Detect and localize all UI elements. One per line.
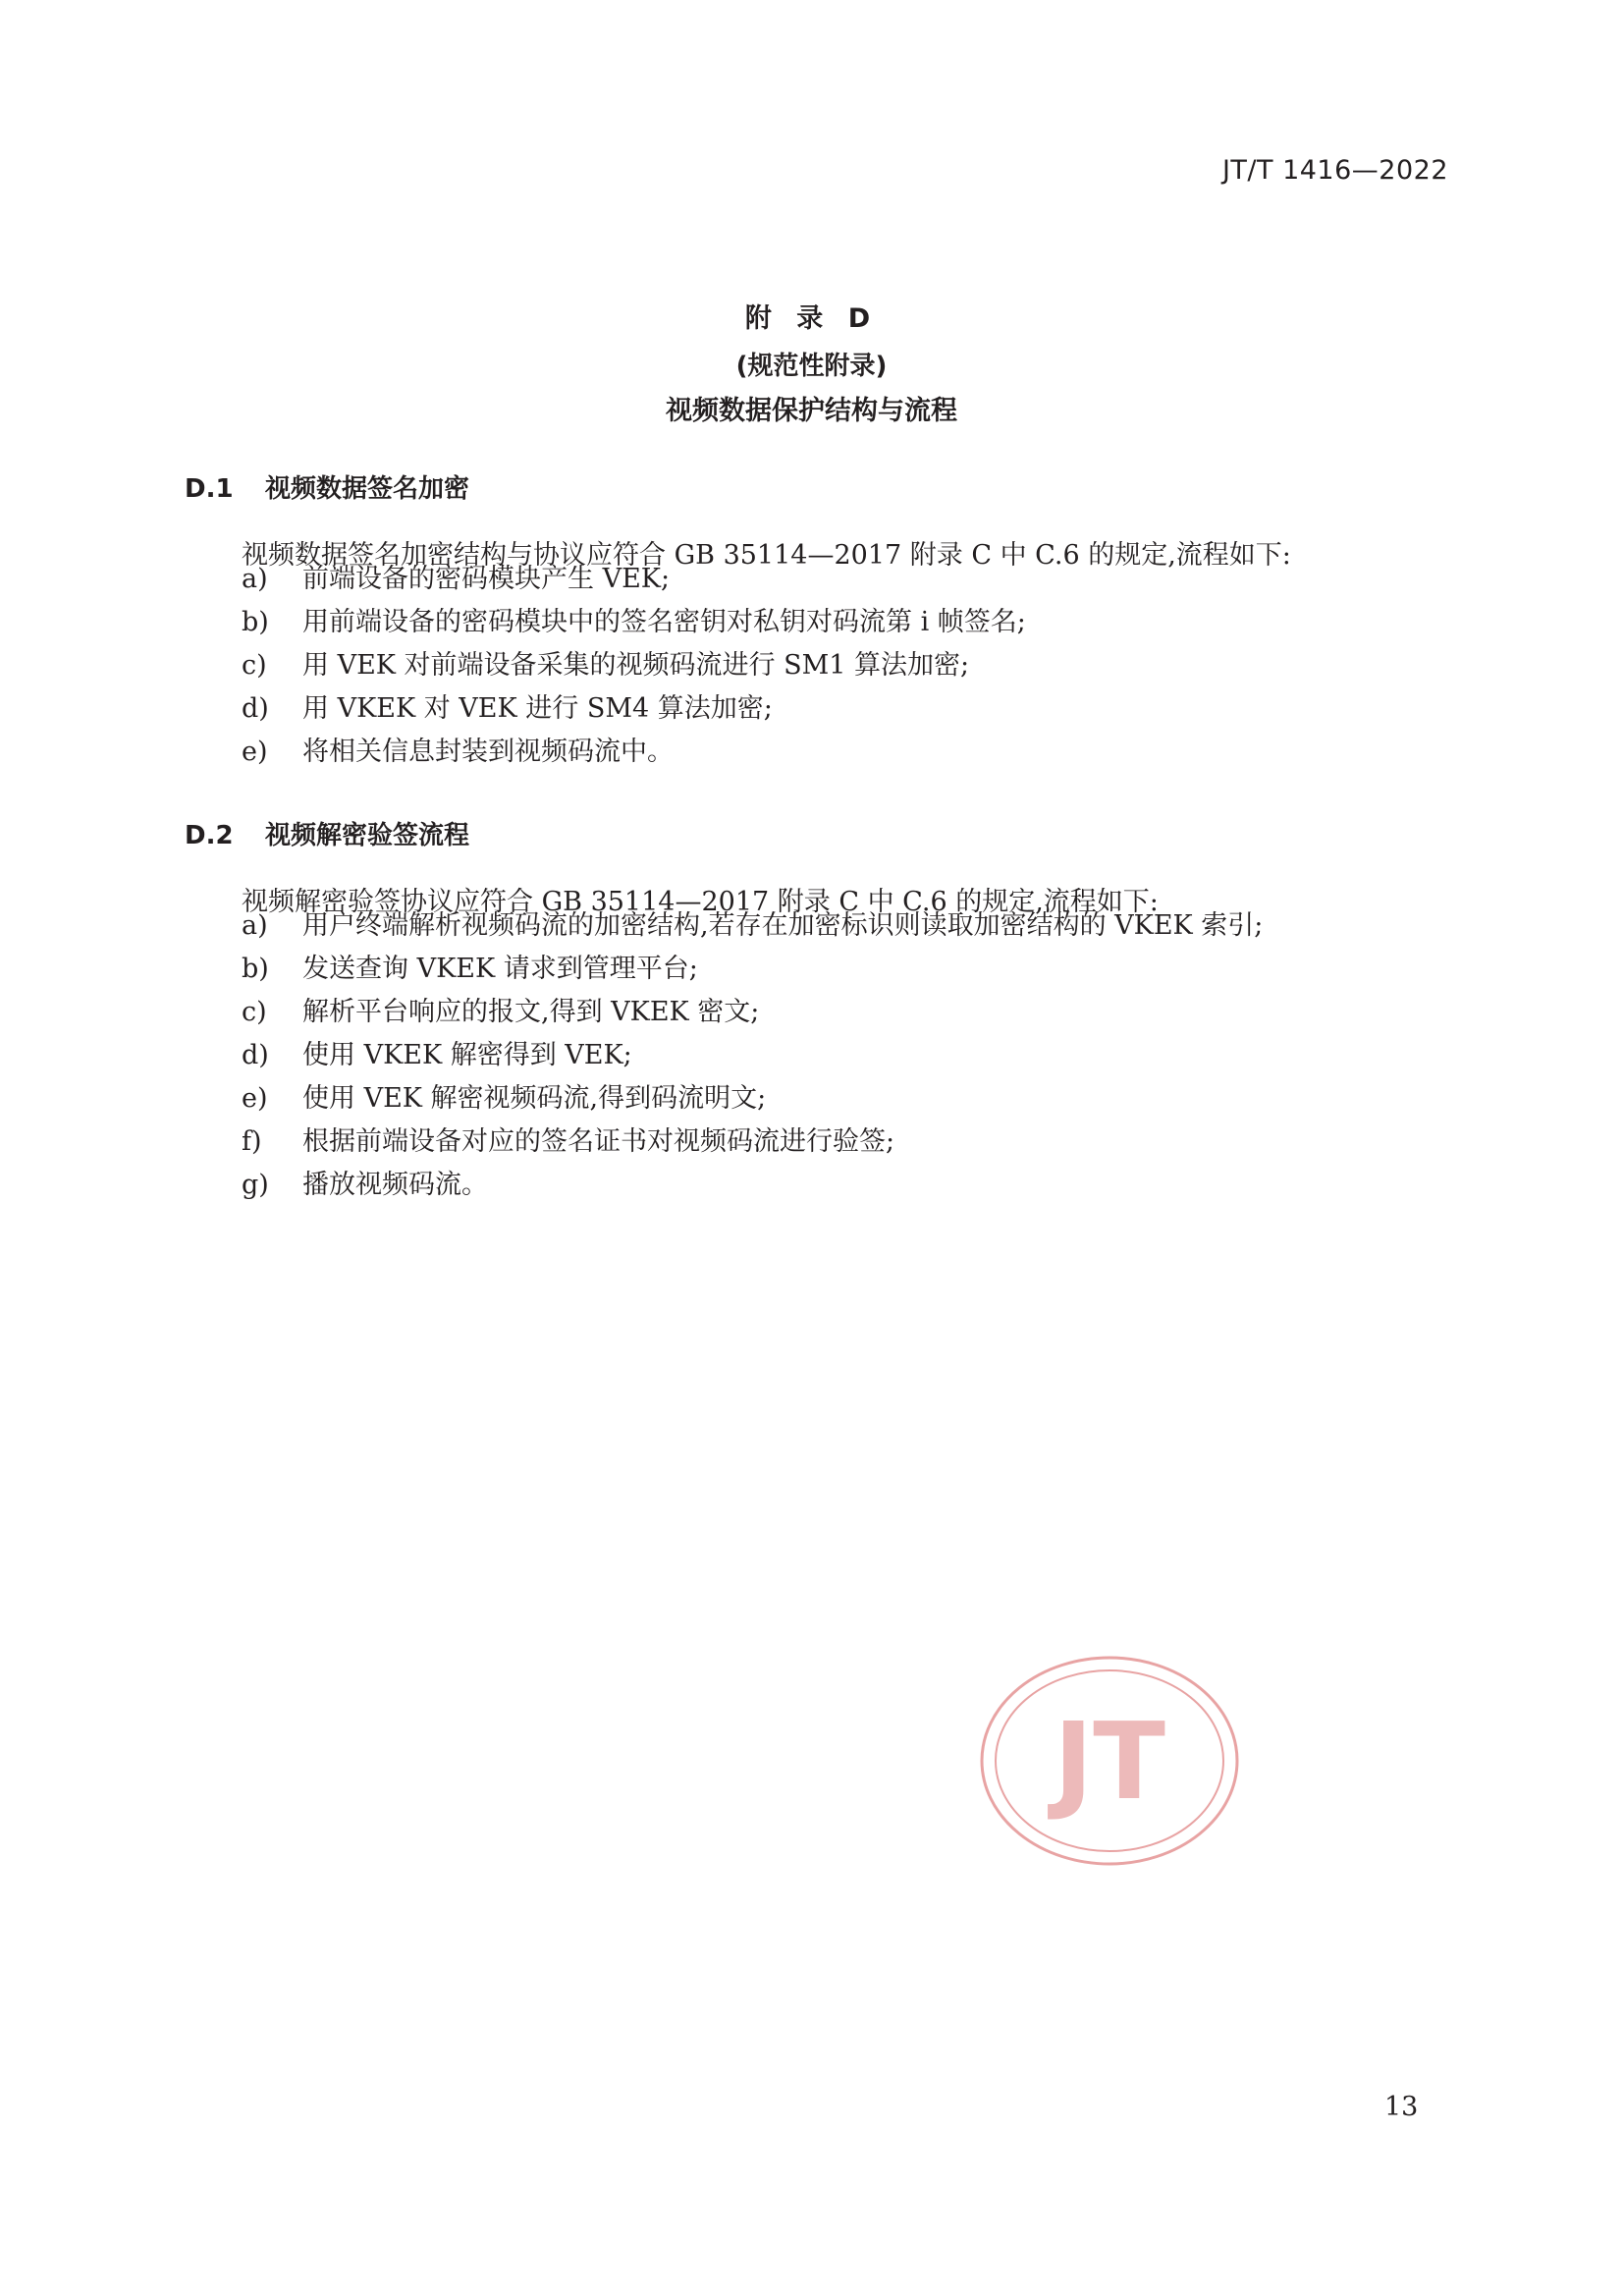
list-item bbox=[242, 1121, 1263, 1164]
section-heading-d2 bbox=[185, 815, 469, 851]
page-number: 13 bbox=[1384, 2092, 1419, 2122]
section-heading-d1 bbox=[185, 468, 469, 505]
list-text: 解析平台响应的报文,得到 VKEK 密文; bbox=[302, 997, 760, 1027]
list-text: 用前端设备的密码模块中的签名密钥对私钥对码流第 i 帧签名; bbox=[302, 607, 1026, 637]
list-item bbox=[242, 904, 1263, 948]
section-title: 视频数据签名加密 bbox=[265, 474, 470, 504]
list-marker: e) bbox=[242, 737, 268, 767]
section-number: D.1 bbox=[185, 474, 234, 504]
seal-lettering: JT bbox=[1054, 1701, 1165, 1824]
list-item bbox=[242, 644, 1026, 687]
list-text: 使用 VKEK 解密得到 VEK; bbox=[302, 1040, 632, 1070]
section-title: 视频解密验签流程 bbox=[265, 821, 470, 850]
list-item bbox=[242, 948, 1263, 991]
section-number: D.2 bbox=[185, 821, 234, 850]
list-text: 使用 VEK 解密视频码流,得到码流明文; bbox=[302, 1083, 767, 1114]
list-marker: d) bbox=[242, 693, 269, 724]
step-list-d1 bbox=[242, 558, 1026, 774]
list-marker: a) bbox=[242, 564, 268, 594]
list-marker: c) bbox=[242, 650, 267, 681]
list-marker: d) bbox=[242, 1040, 269, 1070]
jt-seal-watermark bbox=[977, 1653, 1242, 1869]
document-code: JT/T 1416—2022 bbox=[1221, 155, 1448, 186]
list-item bbox=[242, 991, 1263, 1034]
list-item bbox=[242, 601, 1026, 644]
list-item bbox=[242, 1164, 1263, 1207]
list-marker: g) bbox=[242, 1170, 269, 1200]
list-text: 前端设备的密码模块产生 VEK; bbox=[302, 564, 671, 594]
list-text: 用户终端解析视频码流的加密结构,若存在加密标识则读取加密结构的 VKEK 索引; bbox=[302, 910, 1264, 941]
list-text: 将相关信息封装到视频码流中。 bbox=[302, 737, 674, 767]
list-item bbox=[242, 687, 1026, 731]
section-intro-d1: 视频数据签名加密结构与协议应符合 GB 35114—2017 附录 C 中 C.6 的规定,流程如下: bbox=[242, 540, 1291, 571]
list-marker: c) bbox=[242, 997, 267, 1027]
list-marker: a) bbox=[242, 910, 268, 941]
step-list-d2 bbox=[242, 904, 1263, 1207]
list-item bbox=[242, 558, 1026, 601]
list-item bbox=[242, 1077, 1263, 1121]
appendix-name: 视频数据保护结构与流程 bbox=[666, 396, 957, 426]
list-text: 用 VKEK 对 VEK 进行 SM4 算法加密; bbox=[302, 693, 773, 724]
list-text: 用 VEK 对前端设备采集的视频码流进行 SM1 算法加密; bbox=[302, 650, 970, 681]
list-marker: b) bbox=[242, 954, 269, 984]
appendix-title: 附 录 D bbox=[744, 303, 879, 334]
list-marker: f) bbox=[242, 1126, 262, 1157]
list-text: 发送查询 VKEK 请求到管理平台; bbox=[302, 954, 698, 984]
list-text: 根据前端设备对应的签名证书对视频码流进行验签; bbox=[302, 1126, 895, 1157]
list-text: 播放视频码流。 bbox=[302, 1170, 488, 1200]
appendix-type: (规范性附录) bbox=[735, 352, 888, 381]
section-intro-d2: 视频解密验签协议应符合 GB 35114—2017 附录 C 中 C.6 的规定,流程如下: bbox=[242, 887, 1159, 917]
list-item bbox=[242, 731, 1026, 774]
list-marker: b) bbox=[242, 607, 269, 637]
list-marker: e) bbox=[242, 1083, 268, 1114]
list-item bbox=[242, 1034, 1263, 1077]
